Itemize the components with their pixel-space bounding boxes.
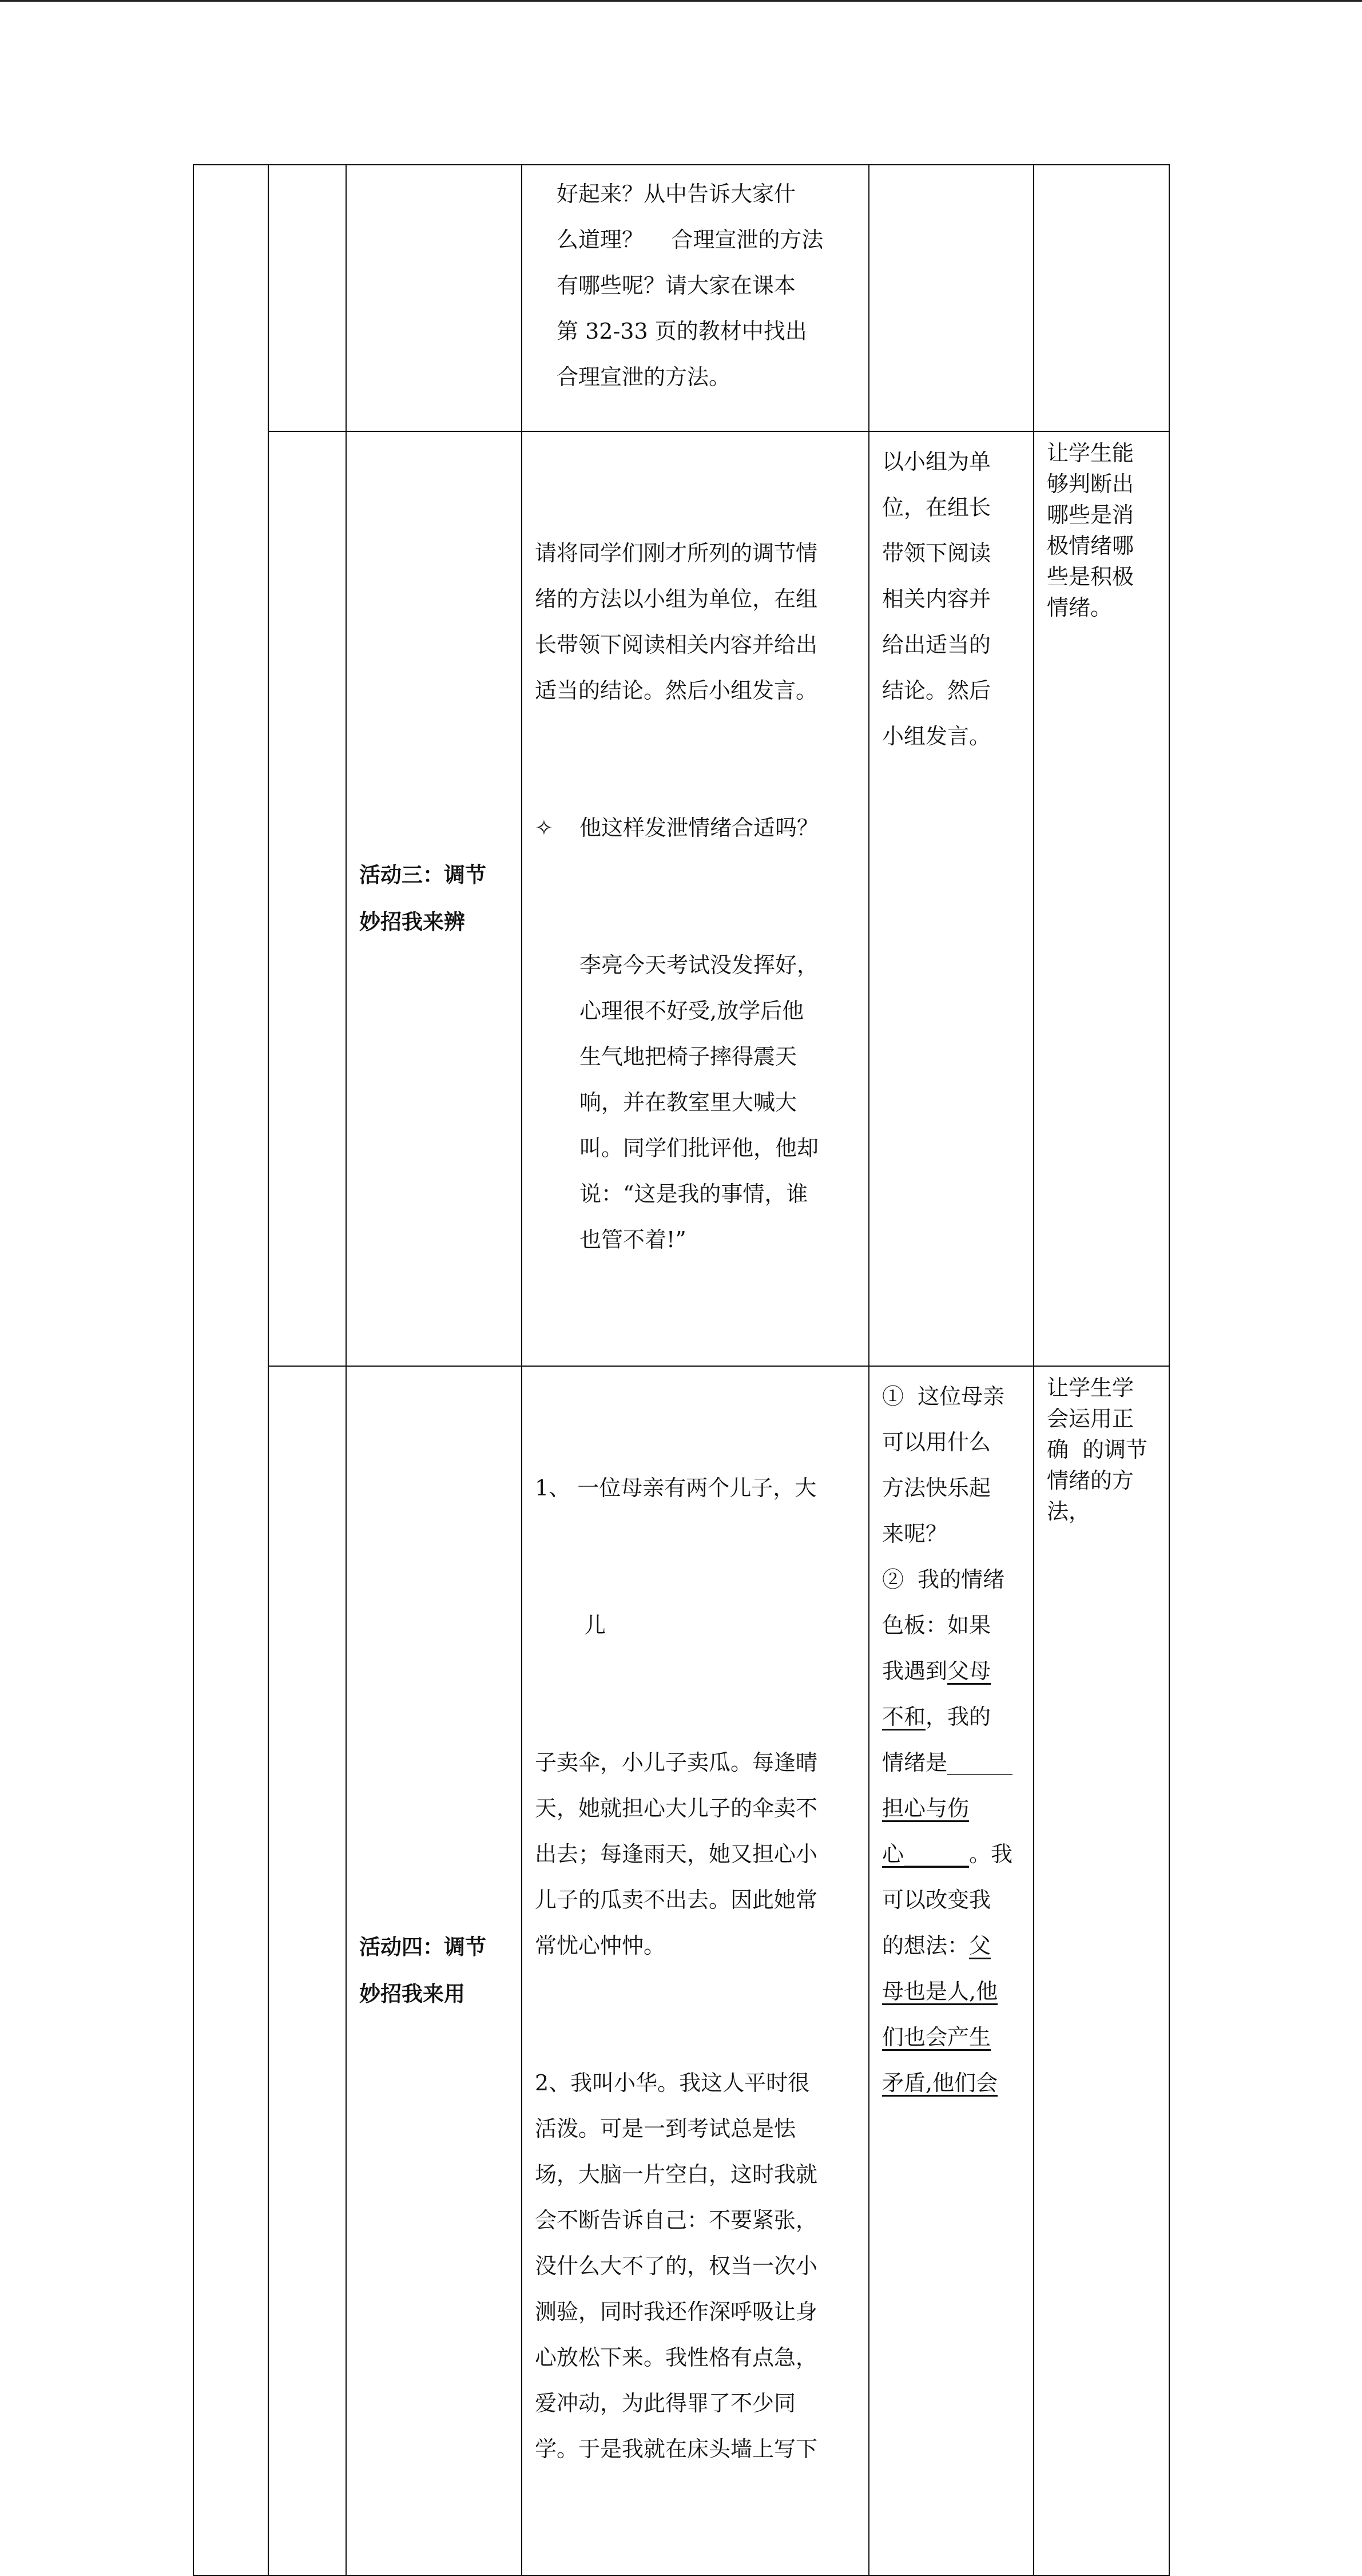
student-activity-cell [869, 431, 1034, 1366]
table-row [193, 431, 1169, 1366]
underlined-answer: 母也是人,他 [882, 1979, 998, 2004]
activity-cell [346, 431, 522, 1366]
case-one-body: 子卖伞，小儿子卖瓜。每逢晴 天，她就担心大儿子的伞卖不 出去；每逢雨天，她又担心小 儿子的瓜卖不出去。因此她常 常忧心忡忡。 [535, 1750, 818, 1958]
design-purpose-cell [1034, 1366, 1169, 2575]
student-activity-text [869, 1367, 1033, 2117]
underlined-answer: 矛盾,他们会 [882, 2070, 998, 2095]
activity-title: 活动四：调节 妙招我来用 [359, 1935, 486, 2006]
student-activity-text: 以小组为单 位，在组长 带领下阅读 相关内容并 给出适当的 结论。然后 小组发言。 [882, 449, 991, 749]
underlined-answer: 不和 [882, 1704, 926, 1729]
case-one-heading: 1、 一位母亲有两个儿子，大 [535, 1475, 817, 1501]
lesson-plan-table [193, 164, 1170, 2576]
table-row [193, 1366, 1169, 2575]
step-cell [268, 165, 346, 431]
bullet-case-text: 李亮今天考试没发挥好， 心理很不好受,放学后他 生气地把椅子摔得震天 响，并在教室里大喊大 叫。同学们批评他，他却 说：“这是我的事情，谁 也管不着!” [579, 952, 819, 1252]
teacher-activity-cell [522, 1366, 869, 2575]
underlined-answer: 们也会产生 [882, 2025, 991, 2050]
activity-intro: 请将同学们刚才所列的调节情 绪的方法以小组为单位，在组 长带领下阅读相关内容并给出 适当的结论。然后小组发言。 [535, 541, 818, 703]
underlined-answer: 心______ [882, 1841, 970, 1867]
bullet-item [535, 805, 858, 851]
blank-line: ______ [947, 1750, 1013, 1775]
step-cell [268, 1366, 346, 2575]
design-purpose-cell [1034, 165, 1169, 431]
activity-cell [346, 165, 522, 431]
design-purpose-cell [1034, 431, 1169, 1366]
teacher-activity-cell [522, 431, 869, 1366]
teacher-activity-text [522, 432, 868, 1366]
student-text: ，我的 情绪是 [882, 1704, 991, 1775]
case-one-wrap: 儿 [584, 1613, 606, 1638]
underlined-answer: 父 [969, 1933, 991, 1958]
diamond-bullet-icon: ✧ [535, 815, 553, 840]
student-activity-cell [869, 1366, 1034, 2575]
step-cell [268, 431, 346, 1366]
activity-cell [346, 1366, 522, 2575]
section-cell [193, 165, 268, 2575]
case-two-text: 2、我叫小华。我这人平时很 活泼。可是一到考试总是怯 场，大脑一片空白，这时我就 会不断告诉自己：不要紧张， 没什么大不了的，权当一次小 测验，同时我还作深呼吸让身 心放松下来。我性格有点急， 爱冲动，为此得罪了不少同 学。于是我就在床头墙上写下 [535, 2070, 818, 2462]
student-text: 。我 可以改变我 的想法： [882, 1841, 1013, 1958]
teacher-activity-text: 好起来？从中告诉大家什 么道理？ 合理宣泄的方法 有哪些呢？请大家在课本 第 32-33 页的教材中找出 合理宣泄的方法。 [557, 181, 824, 390]
student-question-two: ② 我的情绪 色板：如果 我遇到 [882, 1567, 1005, 1684]
bullet-question: 他这样发泄情绪合适吗？ [579, 815, 819, 840]
teacher-activity-text [522, 1367, 868, 2575]
underlined-answer: 担心与伤 [882, 1796, 970, 1821]
student-question-one: ① 这位母亲 可以用什么 方法快乐起 来呢？ [882, 1384, 1005, 1546]
underlined-answer: 父母 [947, 1658, 991, 1684]
design-purpose-text: 让学生能 够判断出 哪些是消 极情绪哪 些是积极 情绪。 [1047, 440, 1134, 620]
teacher-activity-cell [522, 165, 869, 431]
student-activity-cell [869, 165, 1034, 431]
table-row [193, 165, 1169, 431]
design-purpose-text: 让学生学 会运用正 确 的调节 情绪的方 法， [1047, 1375, 1148, 1524]
activity-title: 活动三：调节 妙招我来辨 [359, 863, 486, 934]
page-top-border [0, 0, 1362, 2]
